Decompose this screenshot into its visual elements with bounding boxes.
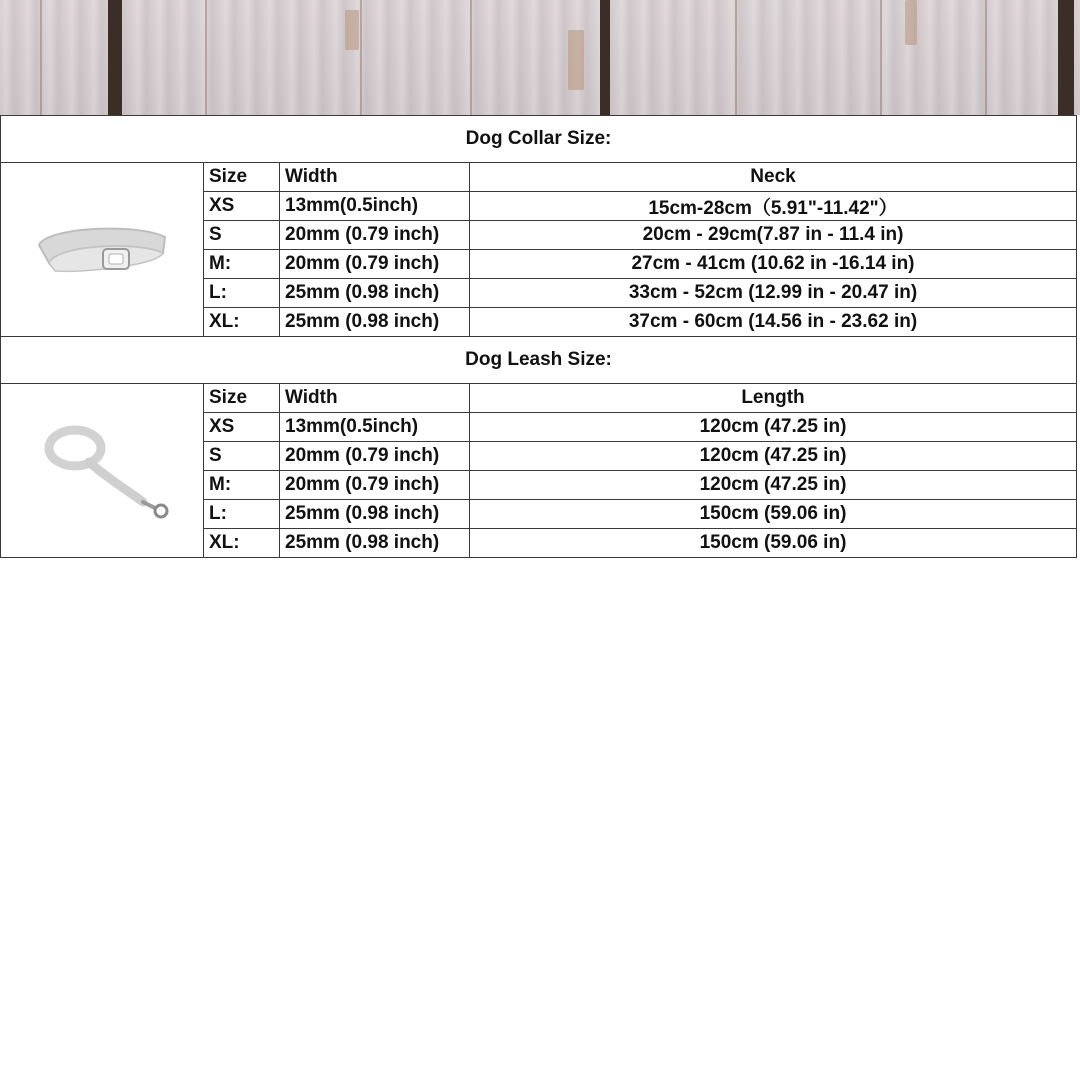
width-cell: 20mm (0.79 inch) <box>280 442 470 471</box>
dog-leash-icon <box>27 416 177 526</box>
neck-cell: 27cm - 41cm (10.62 in -16.14 in) <box>470 250 1077 279</box>
wood-crack <box>470 0 472 115</box>
collar-header-row <box>1 163 1077 192</box>
collar-header-width: Width <box>280 163 470 192</box>
size-cell: XL: <box>204 308 280 337</box>
length-cell: 120cm (47.25 in) <box>470 471 1077 500</box>
size-cell: XL: <box>204 529 280 558</box>
wood-chip <box>568 30 584 90</box>
wood-gap <box>108 0 122 115</box>
width-cell: 25mm (0.98 inch) <box>280 279 470 308</box>
leash-header-size: Size <box>204 384 280 413</box>
wood-gap <box>600 0 610 115</box>
width-cell: 25mm (0.98 inch) <box>280 308 470 337</box>
leash-title: Dog Leash Size: <box>1 337 1077 384</box>
leash-image-cell <box>1 384 204 558</box>
neck-cell: 20cm - 29cm(7.87 in - 11.4 in) <box>470 221 1077 250</box>
size-cell: M: <box>204 250 280 279</box>
size-cell: XS <box>204 192 280 221</box>
collar-header-size: Size <box>204 163 280 192</box>
width-cell: 20mm (0.79 inch) <box>280 250 470 279</box>
leash-header-length: Length <box>470 384 1077 413</box>
collar-header-neck: Neck <box>470 163 1077 192</box>
collar-title: Dog Collar Size: <box>1 116 1077 163</box>
size-chart-table <box>0 115 1077 558</box>
wood-crack <box>360 0 362 115</box>
length-cell: 150cm (59.06 in) <box>470 500 1077 529</box>
dog-collar-icon <box>27 215 177 285</box>
size-cell: S <box>204 221 280 250</box>
width-cell: 13mm(0.5inch) <box>280 192 470 221</box>
wood-crack <box>735 0 737 115</box>
length-cell: 120cm (47.25 in) <box>470 442 1077 471</box>
leash-title-row <box>1 337 1077 384</box>
leash-header-width: Width <box>280 384 470 413</box>
wood-crack <box>880 0 882 115</box>
wood-crack <box>40 0 42 115</box>
length-cell: 150cm (59.06 in) <box>470 529 1077 558</box>
width-cell: 25mm (0.98 inch) <box>280 529 470 558</box>
size-cell: L: <box>204 279 280 308</box>
wood-crack <box>205 0 207 115</box>
width-cell: 20mm (0.79 inch) <box>280 471 470 500</box>
neck-cell: 15cm-28cm（5.91"-11.42"） <box>470 192 1077 221</box>
neck-cell: 33cm - 52cm (12.99 in - 20.47 in) <box>470 279 1077 308</box>
wood-background-banner <box>0 0 1080 115</box>
neck-cell: 37cm - 60cm (14.56 in - 23.62 in) <box>470 308 1077 337</box>
collar-image-cell <box>1 163 204 337</box>
size-cell: M: <box>204 471 280 500</box>
size-cell: XS <box>204 413 280 442</box>
length-cell: 120cm (47.25 in) <box>470 413 1077 442</box>
width-cell: 25mm (0.98 inch) <box>280 500 470 529</box>
size-cell: L: <box>204 500 280 529</box>
wood-crack <box>985 0 987 115</box>
collar-title-row <box>1 116 1077 163</box>
wood-chip <box>345 10 359 50</box>
leash-header-row <box>1 384 1077 413</box>
size-cell: S <box>204 442 280 471</box>
wood-gap <box>1058 0 1074 115</box>
wood-chip <box>905 0 917 45</box>
width-cell: 20mm (0.79 inch) <box>280 221 470 250</box>
width-cell: 13mm(0.5inch) <box>280 413 470 442</box>
